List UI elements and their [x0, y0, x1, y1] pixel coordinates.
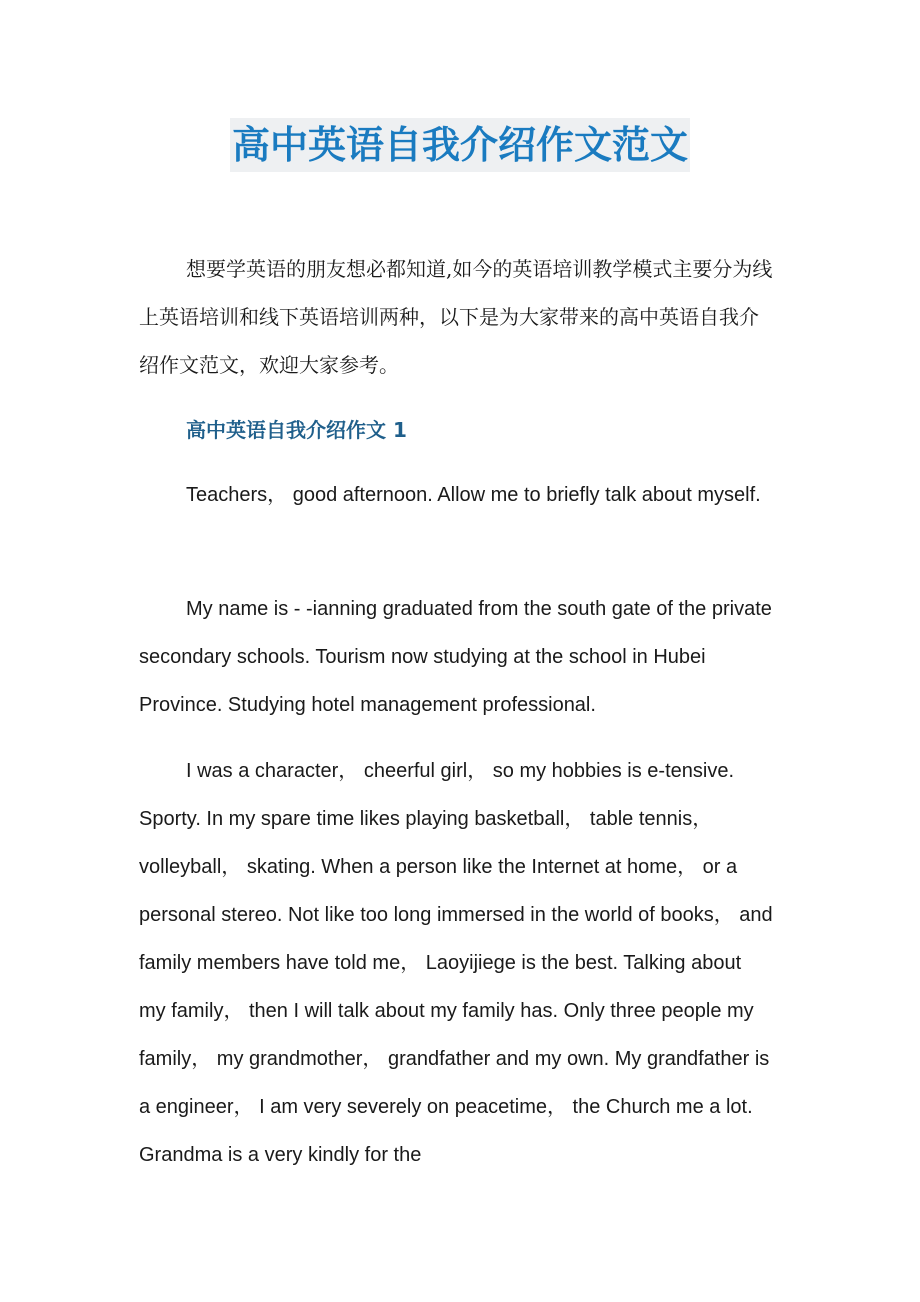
paragraph-block-1: [139, 471, 773, 519]
title-container: [0, 118, 920, 172]
section-block: [139, 406, 773, 454]
page-title: 高中英语自我介绍作文范文: [230, 118, 690, 172]
intro-paragraph: 想要学英语的朋友想必都知道,如今的英语培训教学模式主要分为线上英语培训和线下英语培训两种，以下是为大家带来的高中英语自我介绍作文范文，欢迎大家参考。: [139, 257, 773, 377]
paragraph-block-2: [139, 585, 773, 729]
body-paragraph: I was a character， cheerful girl， so my hobbies is e-tensive. Sporty. In my spare time likes playing basketball， table tennis， volleyball， skating. When a person like the Internet at home， or a personal stereo. Not like too long immersed in the world of books， and family members have told me， Laoyijiege is the best. Talking about my family， then I will talk about my family has. Only three people my family， my grandmother， grandfather and my own. My grandfather is a engineer， I am very severely on peacetime， the Church me a lot. Grandma is a very kindly for the: [139, 760, 773, 1166]
body-paragraph: Teachers， good afternoon. Allow me to briefly talk about myself.: [186, 484, 761, 506]
section-heading: 高中英语自我介绍作文 1: [186, 418, 407, 442]
body-paragraph: My name is - -ianning graduated from the south gate of the private secondary schools. Tourism now studying at the school in Hubei Province. Studying hotel management professional.: [139, 598, 772, 716]
intro-block: [139, 245, 773, 389]
paragraph-block-3: [139, 747, 773, 1179]
